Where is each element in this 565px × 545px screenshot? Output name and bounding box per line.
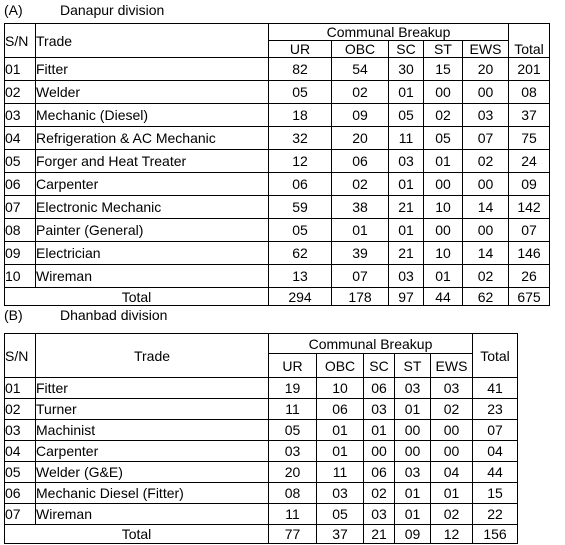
header-communal-breakup: Communal Breakup — [269, 334, 473, 354]
cell-sn: 10 — [5, 265, 36, 288]
totals-row — [5, 288, 550, 306]
table-row — [5, 150, 550, 173]
cell-st: 01 — [424, 150, 463, 173]
cell-ews: 20 — [463, 58, 509, 81]
table-row — [5, 504, 518, 525]
cell-total: 201 — [509, 58, 550, 81]
cell-sn: 05 — [5, 150, 36, 173]
cell-ur: 32 — [269, 127, 332, 150]
cell-sc: 03 — [364, 504, 395, 525]
table-row — [5, 104, 550, 127]
cell-sc: 03 — [389, 265, 424, 288]
cell-st: 05 — [424, 127, 463, 150]
cell-trade: Carpenter — [36, 441, 269, 462]
cell-obc: 09 — [332, 104, 389, 127]
totals-label: Total — [5, 288, 269, 306]
cell-obc: 06 — [317, 399, 364, 420]
cell-sn: 02 — [5, 399, 36, 420]
cell-sn: 03 — [5, 420, 36, 441]
cell-ur: 20 — [269, 462, 317, 483]
cell-obc: 06 — [332, 150, 389, 173]
cell-ews: 00 — [463, 219, 509, 242]
cell-ur: 19 — [269, 378, 317, 399]
cell-sc: 06 — [364, 378, 395, 399]
cell-ews: 14 — [463, 196, 509, 219]
total-obc: 178 — [332, 288, 389, 306]
table-row — [5, 219, 550, 242]
total-total: 156 — [473, 525, 518, 544]
cell-total: 22 — [473, 504, 518, 525]
cell-obc: 10 — [317, 378, 364, 399]
table-row — [5, 81, 550, 104]
cell-ur: 05 — [269, 219, 332, 242]
header-trade: Trade — [36, 334, 269, 378]
cell-total: 07 — [473, 420, 518, 441]
cell-ur: 03 — [269, 441, 317, 462]
cell-ur: 05 — [269, 81, 332, 104]
table-row — [5, 420, 518, 441]
cell-sn: 04 — [5, 441, 36, 462]
cell-sn: 06 — [5, 173, 36, 196]
cell-ur: 62 — [269, 242, 332, 265]
cell-trade: Carpenter — [36, 173, 269, 196]
cell-ur: 11 — [269, 504, 317, 525]
cell-st: 00 — [395, 441, 431, 462]
section-b-division: Dhanbad division — [60, 307, 168, 323]
cell-st: 01 — [395, 504, 431, 525]
cell-sc: 06 — [364, 462, 395, 483]
total-obc: 37 — [317, 525, 364, 544]
cell-ews: 03 — [463, 104, 509, 127]
cell-ews: 00 — [463, 173, 509, 196]
cell-total: 24 — [509, 150, 550, 173]
cell-st: 03 — [395, 378, 431, 399]
cell-ews: 01 — [431, 483, 473, 504]
cell-sc: 05 — [389, 104, 424, 127]
total-sc: 21 — [364, 525, 395, 544]
total-total: 675 — [509, 288, 550, 306]
cell-ur: 11 — [269, 399, 317, 420]
total-ews: 62 — [463, 288, 509, 306]
section-a-label: (A) — [4, 2, 23, 18]
cell-obc: 01 — [332, 219, 389, 242]
cell-obc: 39 — [332, 242, 389, 265]
header-st: ST — [395, 354, 431, 378]
cell-sc: 30 — [389, 58, 424, 81]
cell-total: 07 — [509, 219, 550, 242]
section-a-title — [4, 0, 164, 20]
cell-total: 146 — [509, 242, 550, 265]
cell-obc: 54 — [332, 58, 389, 81]
cell-st: 00 — [424, 219, 463, 242]
cell-st: 00 — [424, 173, 463, 196]
cell-total: 41 — [473, 378, 518, 399]
cell-trade: Wireman — [36, 504, 269, 525]
cell-trade: Welder — [36, 81, 269, 104]
total-st: 44 — [424, 288, 463, 306]
cell-ur: 12 — [269, 150, 332, 173]
cell-trade: Mechanic (Diesel) — [36, 104, 269, 127]
cell-sn: 04 — [5, 127, 36, 150]
cell-ews: 02 — [431, 399, 473, 420]
cell-trade: Machinist — [36, 420, 269, 441]
cell-obc: 05 — [317, 504, 364, 525]
dhanbad-division-table — [4, 333, 518, 544]
table-row — [5, 483, 518, 504]
cell-total: 37 — [509, 104, 550, 127]
cell-sc: 01 — [364, 420, 395, 441]
cell-obc: 01 — [317, 441, 364, 462]
cell-trade: Welder (G&E) — [36, 462, 269, 483]
cell-total: 23 — [473, 399, 518, 420]
cell-sc: 21 — [389, 196, 424, 219]
cell-obc: 11 — [317, 462, 364, 483]
table-row — [5, 242, 550, 265]
cell-total: 75 — [509, 127, 550, 150]
cell-obc: 03 — [317, 483, 364, 504]
cell-sn: 06 — [5, 483, 36, 504]
cell-sc: 01 — [389, 173, 424, 196]
cell-sn: 08 — [5, 219, 36, 242]
table-row — [5, 196, 550, 219]
table-row — [5, 127, 550, 150]
cell-ews: 02 — [431, 504, 473, 525]
header-communal-breakup: Communal Breakup — [269, 24, 509, 41]
cell-obc: 02 — [332, 173, 389, 196]
total-sc: 97 — [389, 288, 424, 306]
cell-sn: 02 — [5, 81, 36, 104]
header-sn: S/N — [5, 334, 36, 378]
table-row — [5, 58, 550, 81]
header-obc: OBC — [317, 354, 364, 378]
cell-trade: Electrician — [36, 242, 269, 265]
cell-total: 44 — [473, 462, 518, 483]
cell-ews: 00 — [431, 420, 473, 441]
cell-sn: 05 — [5, 462, 36, 483]
section-b-label: (B) — [4, 307, 23, 323]
table-row — [5, 399, 518, 420]
cell-sn: 01 — [5, 58, 36, 81]
cell-trade: Turner — [36, 399, 269, 420]
header-trade: Trade — [36, 24, 269, 58]
cell-sn: 03 — [5, 104, 36, 127]
cell-total: 04 — [473, 441, 518, 462]
cell-ur: 06 — [269, 173, 332, 196]
cell-obc: 38 — [332, 196, 389, 219]
header-total: Total — [509, 24, 550, 58]
cell-ur: 13 — [269, 265, 332, 288]
cell-sc: 03 — [389, 150, 424, 173]
cell-trade: Refrigeration & AC Mechanic — [36, 127, 269, 150]
cell-ews: 00 — [463, 81, 509, 104]
header-sc: SC — [389, 41, 424, 58]
header-obc: OBC — [332, 41, 389, 58]
header-ews: EWS — [431, 354, 473, 378]
cell-sc: 11 — [389, 127, 424, 150]
totals-row — [5, 525, 518, 544]
cell-sn: 01 — [5, 378, 36, 399]
cell-sc: 01 — [389, 219, 424, 242]
danapur-division-table — [4, 23, 550, 306]
cell-trade: Forger and Heat Treater — [36, 150, 269, 173]
cell-ews: 14 — [463, 242, 509, 265]
cell-obc: 02 — [332, 81, 389, 104]
cell-trade: Painter (General) — [36, 219, 269, 242]
section-a-division: Danapur division — [60, 2, 165, 18]
table-row — [5, 441, 518, 462]
cell-obc: 07 — [332, 265, 389, 288]
table-row — [5, 378, 518, 399]
header-sc: SC — [364, 354, 395, 378]
table-row — [5, 462, 518, 483]
cell-st: 00 — [395, 420, 431, 441]
cell-ur: 82 — [269, 58, 332, 81]
cell-ur: 08 — [269, 483, 317, 504]
cell-total: 142 — [509, 196, 550, 219]
cell-ews: 03 — [431, 378, 473, 399]
cell-st: 01 — [395, 399, 431, 420]
table-row — [5, 265, 550, 288]
cell-trade: Fitter — [36, 58, 269, 81]
cell-trade: Mechanic Diesel (Fitter) — [36, 483, 269, 504]
cell-obc: 20 — [332, 127, 389, 150]
cell-sn: 07 — [5, 504, 36, 525]
total-ews: 12 — [431, 525, 473, 544]
total-st: 09 — [395, 525, 431, 544]
header-ur: UR — [269, 354, 317, 378]
cell-obc: 01 — [317, 420, 364, 441]
cell-st: 01 — [395, 483, 431, 504]
cell-ews: 00 — [431, 441, 473, 462]
total-ur: 294 — [269, 288, 332, 306]
cell-st: 10 — [424, 196, 463, 219]
cell-sn: 09 — [5, 242, 36, 265]
header-ur: UR — [269, 41, 332, 58]
cell-sc: 21 — [389, 242, 424, 265]
cell-st: 01 — [424, 265, 463, 288]
cell-trade: Electronic Mechanic — [36, 196, 269, 219]
header-sn: S/N — [5, 24, 36, 58]
cell-ur: 18 — [269, 104, 332, 127]
cell-ews: 04 — [431, 462, 473, 483]
cell-total: 15 — [473, 483, 518, 504]
section-b-title — [4, 305, 167, 325]
cell-st: 10 — [424, 242, 463, 265]
cell-ews: 07 — [463, 127, 509, 150]
cell-ur: 59 — [269, 196, 332, 219]
cell-sc: 03 — [364, 399, 395, 420]
header-st: ST — [424, 41, 463, 58]
cell-st: 15 — [424, 58, 463, 81]
cell-sc: 02 — [364, 483, 395, 504]
cell-ews: 02 — [463, 265, 509, 288]
cell-sc: 00 — [364, 441, 395, 462]
cell-sc: 01 — [389, 81, 424, 104]
cell-trade: Fitter — [36, 378, 269, 399]
total-ur: 77 — [269, 525, 317, 544]
header-total: Total — [473, 334, 518, 378]
cell-st: 03 — [395, 462, 431, 483]
cell-st: 00 — [424, 81, 463, 104]
cell-total: 09 — [509, 173, 550, 196]
cell-trade: Wireman — [36, 265, 269, 288]
header-ews: EWS — [463, 41, 509, 58]
cell-total: 26 — [509, 265, 550, 288]
cell-total: 08 — [509, 81, 550, 104]
totals-label: Total — [5, 525, 269, 544]
cell-ur: 05 — [269, 420, 317, 441]
table-row — [5, 173, 550, 196]
cell-sn: 07 — [5, 196, 36, 219]
cell-ews: 02 — [463, 150, 509, 173]
cell-st: 02 — [424, 104, 463, 127]
